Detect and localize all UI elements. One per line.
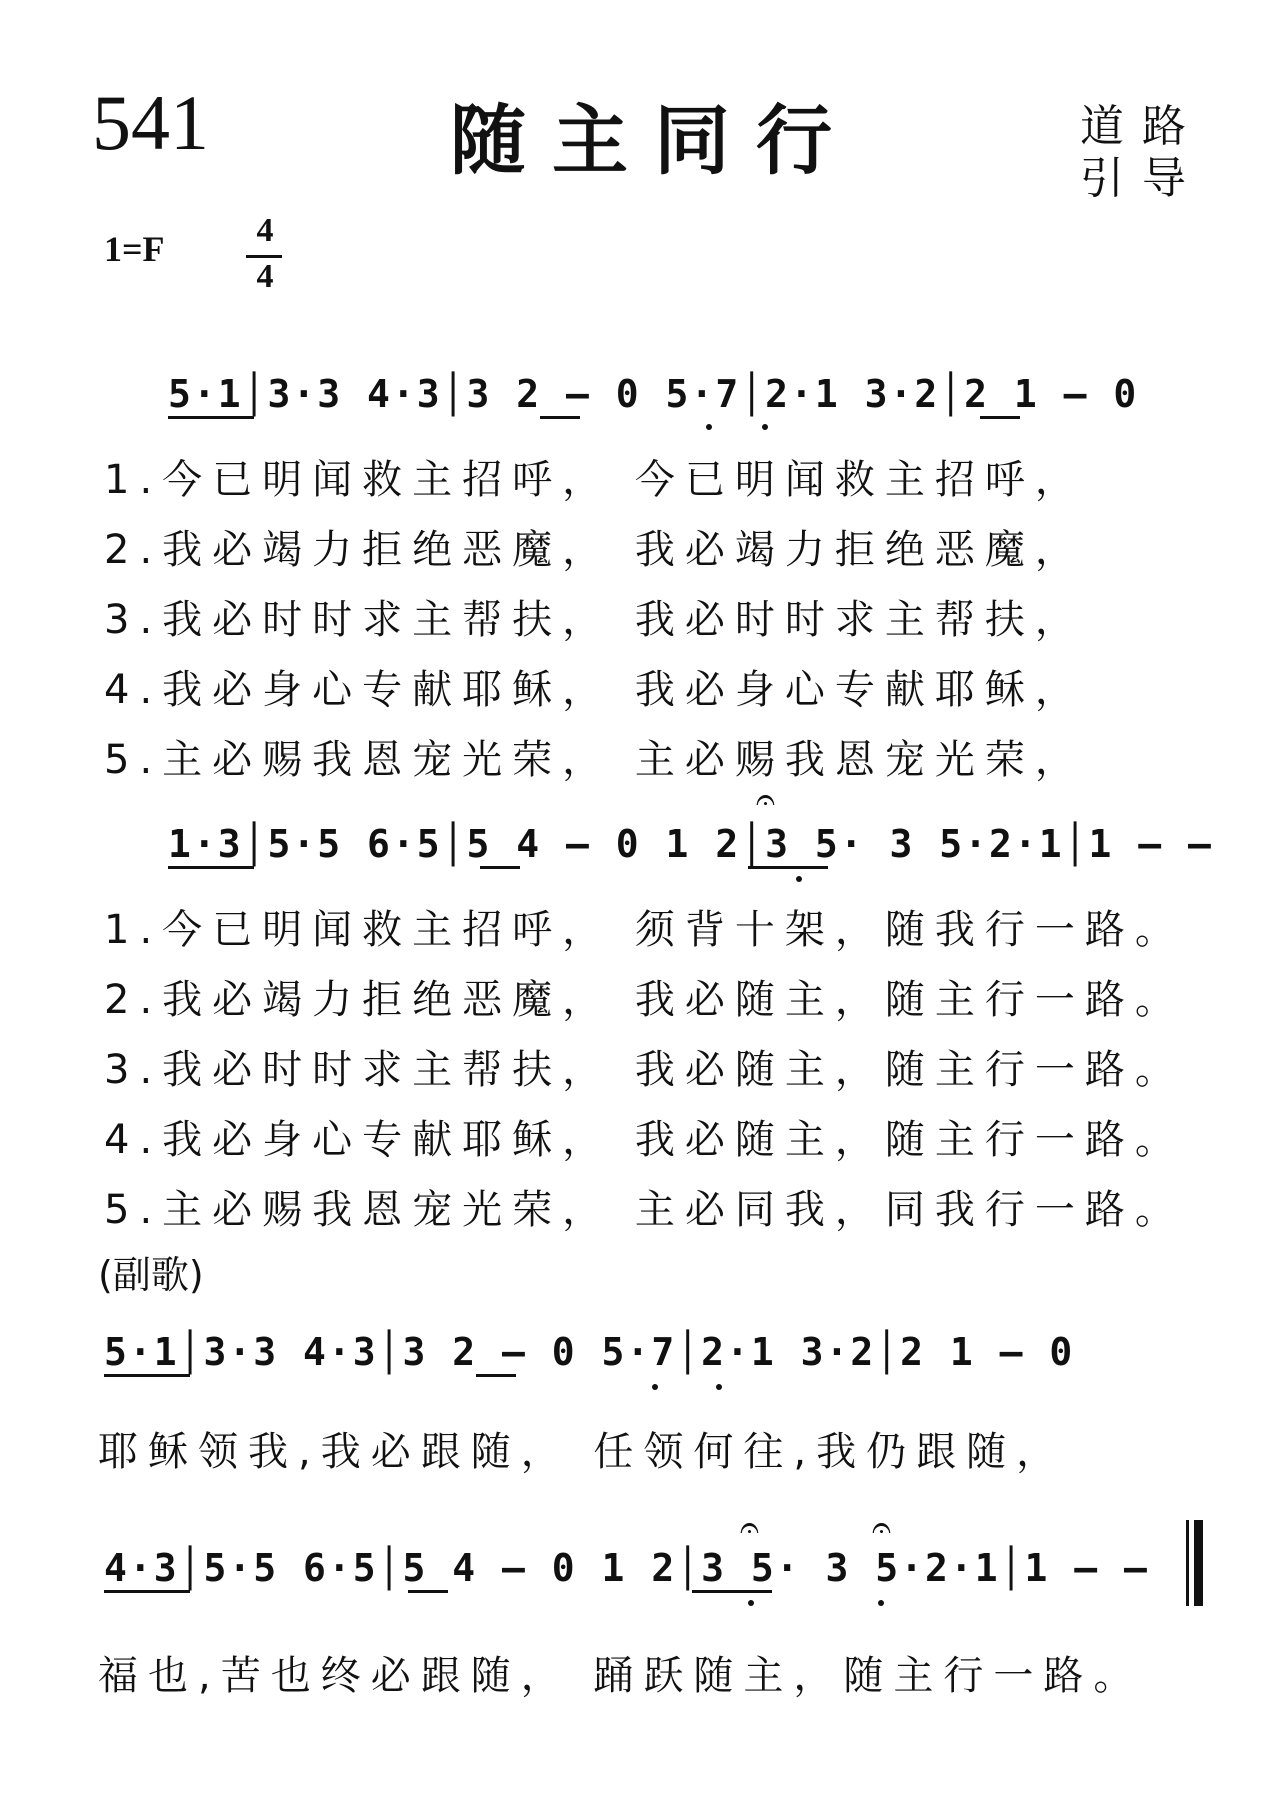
underline: [748, 866, 828, 869]
lower-octave-dot: [652, 1384, 658, 1390]
key-signature: 1=F: [104, 229, 165, 269]
underline: [168, 866, 254, 869]
final-barline: [1186, 1520, 1189, 1606]
time-signature-bottom: 4: [256, 258, 274, 295]
lyric-line: 4.我必身心专献耶稣， 我必随主，随主行一路。: [104, 1117, 1185, 1163]
hymn-number: 541: [92, 79, 209, 166]
lyric-line: 2.我必竭力拒绝恶魔， 我必随主，随主行一路。: [104, 977, 1185, 1023]
lower-octave-dot: [878, 1600, 884, 1606]
lower-octave-dot: [716, 1384, 722, 1390]
lyric-line: 3.我必时时求主帮扶， 我必时时求主帮扶，: [104, 597, 1085, 643]
lower-octave-dot: [706, 424, 712, 430]
fermata-icon: 𝄐: [872, 1508, 891, 1548]
underline: [692, 1590, 772, 1593]
category-line-1: 道路: [1080, 101, 1204, 152]
fermata-icon: 𝄐: [740, 1508, 759, 1548]
lyric-line: 3.我必时时求主帮扶， 我必随主，随主行一路。: [104, 1047, 1185, 1093]
final-barline: [1194, 1520, 1203, 1606]
underline: [480, 866, 520, 869]
time-signature-top: 4: [256, 212, 274, 249]
lyric-line: 5.主必赐我恩宠光荣， 主必赐我恩宠光荣，: [104, 737, 1085, 783]
notes-line-1: 5·1│3·3 4·3│3 2 – 0 5·7│2·1 3·2│2 1 – 0: [168, 372, 1139, 416]
underline: [980, 416, 1020, 419]
underline: [540, 416, 580, 419]
lower-octave-dot: [796, 876, 802, 882]
lyric-line: 5.主必赐我恩宠光荣， 主必同我，同我行一路。: [104, 1187, 1185, 1233]
chorus-label: (副歌): [98, 1253, 204, 1297]
underline: [104, 1374, 190, 1377]
fermata-icon: 𝄐: [756, 780, 775, 820]
underline: [408, 1590, 448, 1593]
underline: [104, 1590, 190, 1593]
category-line-2: 引导: [1080, 153, 1204, 204]
underline: [476, 1374, 516, 1377]
chorus-lyric-line: 耶稣领我,我必跟随， 任领何往,我仍跟随，: [98, 1429, 1067, 1475]
lyric-line: 4.我必身心专献耶稣， 我必身心专献耶稣，: [104, 667, 1085, 713]
underline: [168, 416, 254, 419]
notes-line-chorus-1: 5·1│3·3 4·3│3 2 – 0 5·7│2·1 3·2│2 1 – 0: [104, 1330, 1075, 1374]
chorus-lyric-line: 福也,苦也终必跟随， 踊跃随主，随主行一路。: [98, 1653, 1144, 1699]
notes-line-2: 1·3│5·5 6·5│5 4 – 0 1 2│3 5· 3 5·2·1│1 – –: [168, 822, 1213, 866]
lower-octave-dot: [748, 1600, 754, 1606]
lyric-line: 2.我必竭力拒绝恶魔， 我必竭力拒绝恶魔，: [104, 527, 1085, 573]
lower-octave-dot: [762, 424, 768, 430]
hymn-title: 随主同行: [450, 96, 858, 185]
lyric-line: 1.今已明闻救主招呼， 须背十架，随我行一路。: [104, 907, 1185, 953]
notes-line-chorus-2: 4·3│5·5 6·5│5 4 – 0 1 2│3 5· 3 5·2·1│1 – –: [104, 1546, 1149, 1590]
lyric-line: 1.今已明闻救主招呼， 今已明闻救主招呼，: [104, 457, 1085, 503]
